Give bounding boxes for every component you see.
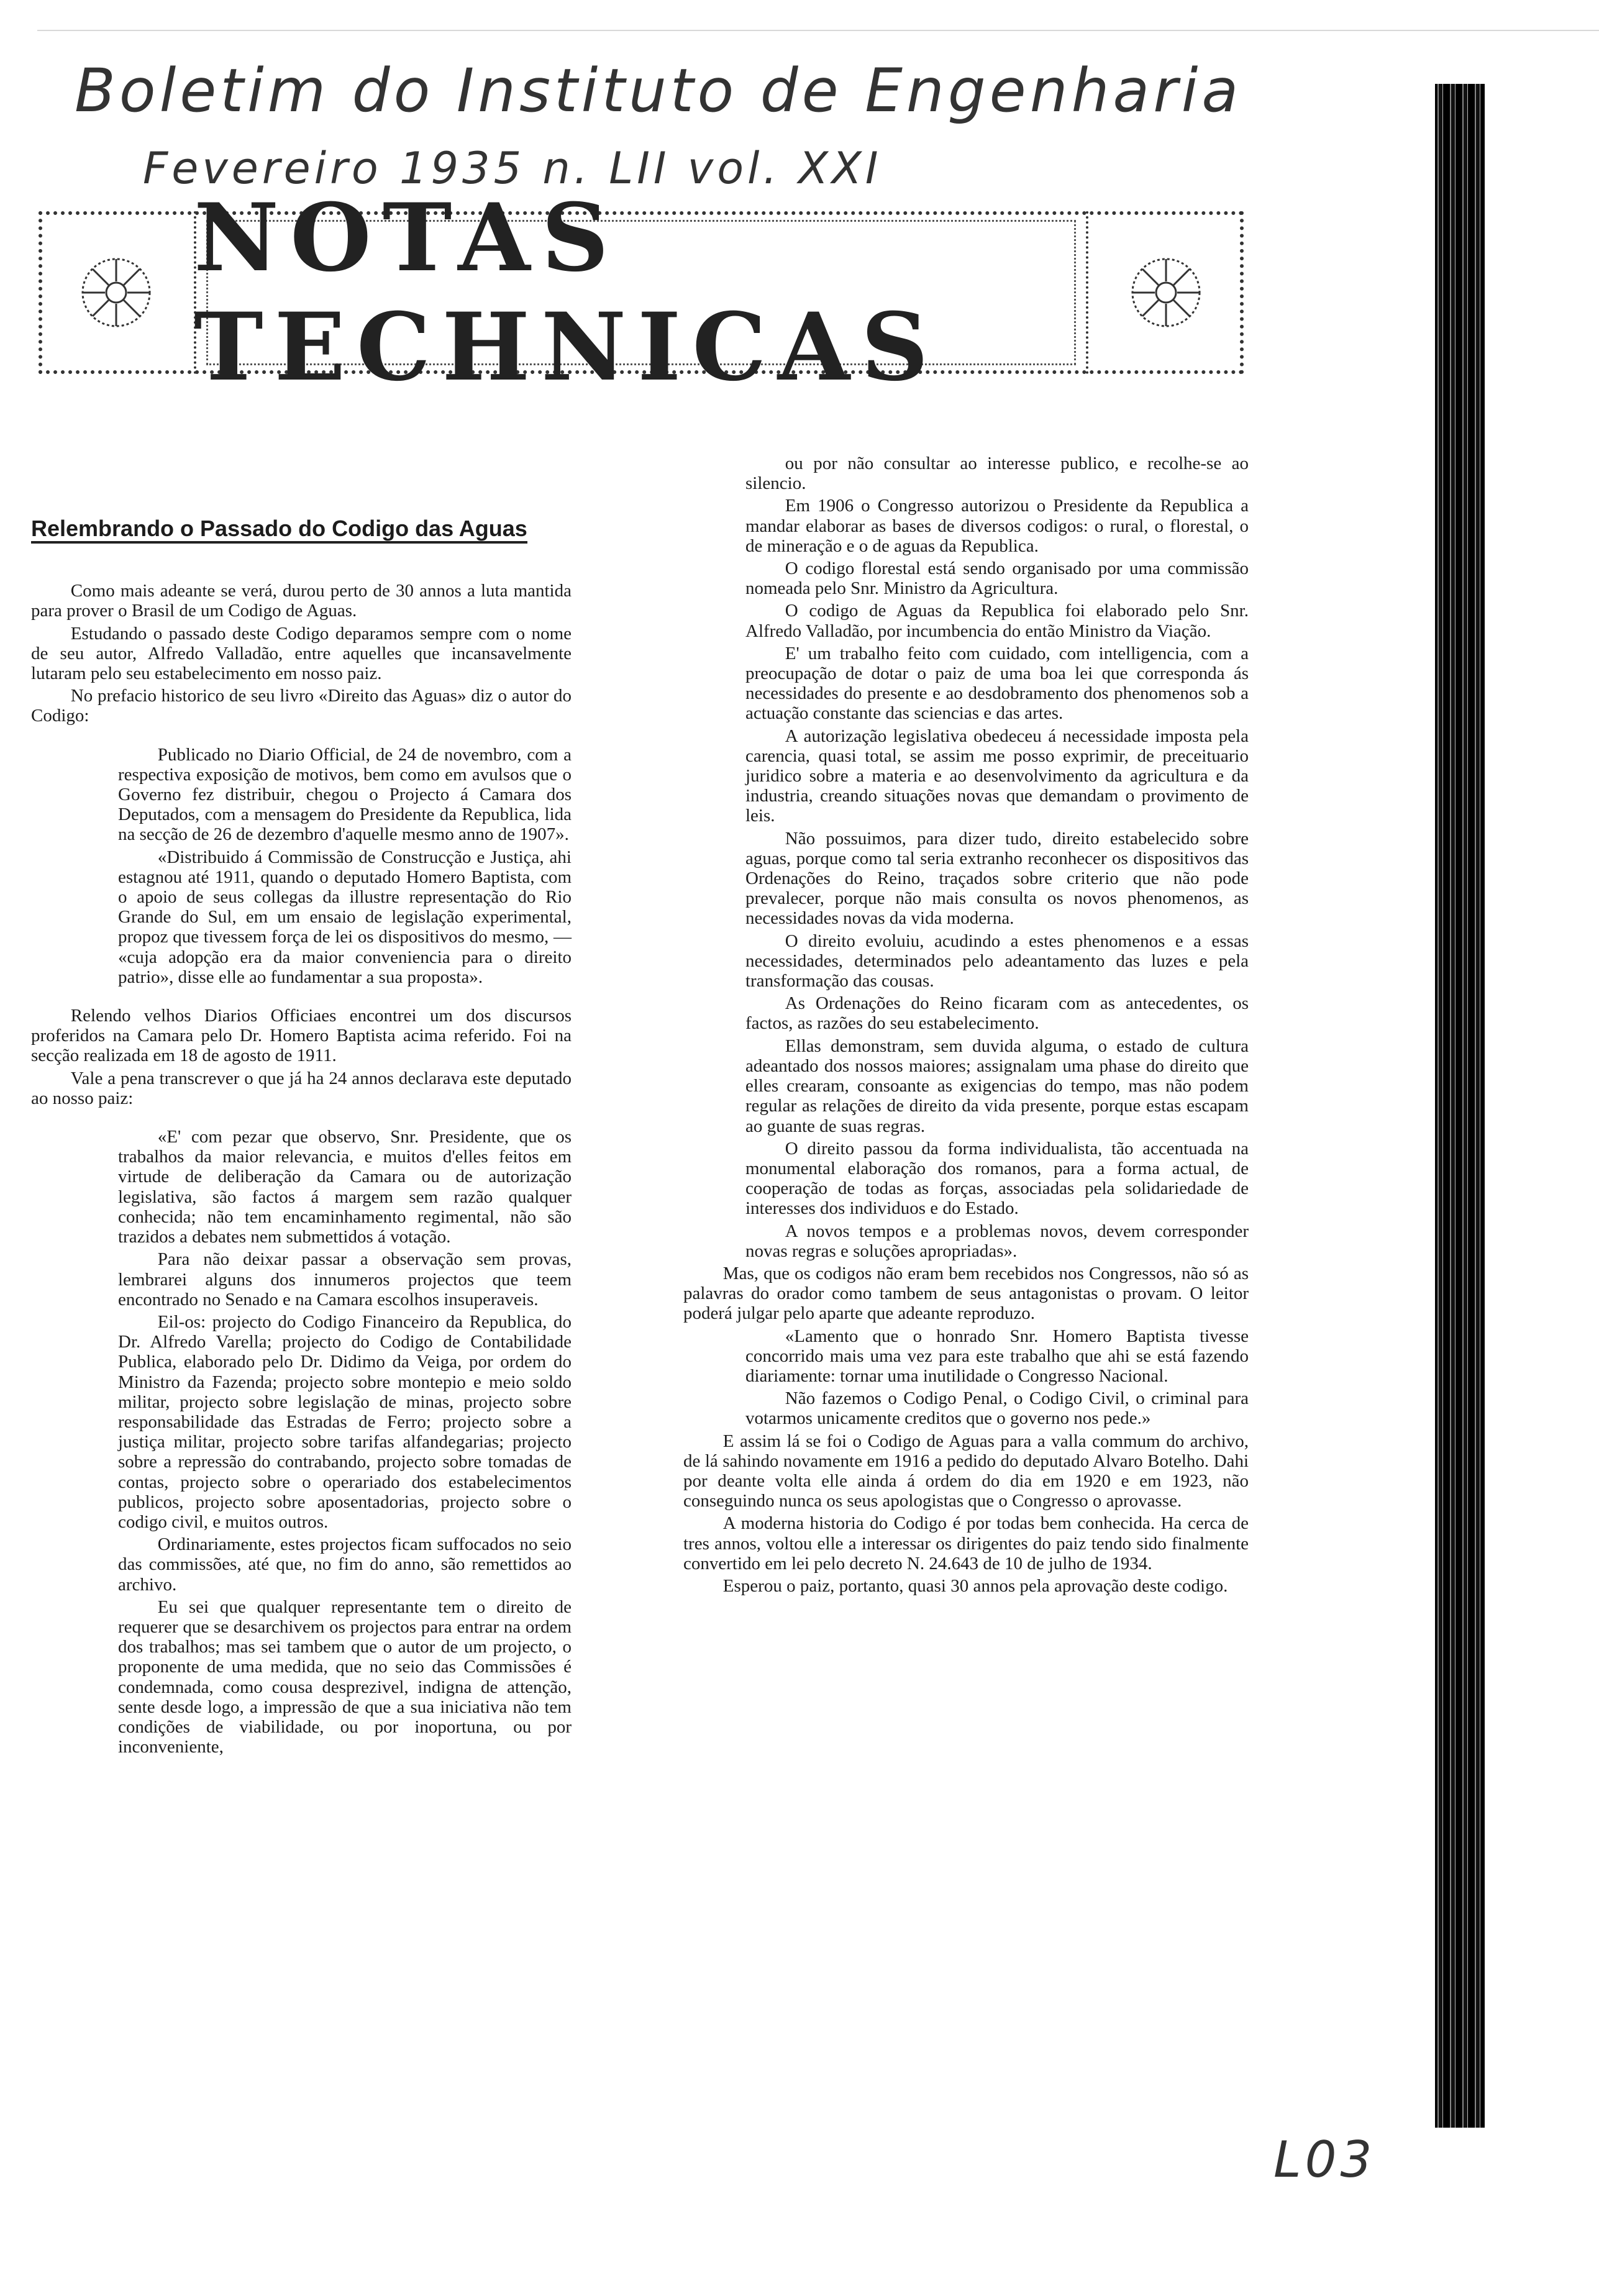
rosette-ornament-icon xyxy=(79,255,153,330)
paragraph: O codigo de Aguas da Republica foi elaborado pelo Snr. Alfredo Valladão, por incumbencia do então Ministro da Viação. xyxy=(745,601,1249,641)
block-quote xyxy=(745,1326,1249,1429)
paragraph: Estudando o passado deste Codigo deparamos sempre com o nome de seu autor, Alfredo Valladão, entre aquelles que incansavelmente lutaram pelo seu estabelecimento em nosso paiz. xyxy=(31,623,572,684)
paragraph: Mas, que os codigos não eram bem recebidos nos Congressos, não só as palavras do orador como tambem de seus antagonistas o provam. O leitor poderá julgar pelo aparte que adeante reproduzo. xyxy=(683,1263,1249,1324)
column-right xyxy=(683,453,1249,1598)
paragraph: E assim lá se foi o Codigo de Aguas para a valla commum do archivo, de lá sahindo novamente em 1916 a pedido do deputado Alvaro Botelho. Dahi por deante volta elle ainda á ordem do dia em 1920 e em 1923, não conseguindo nunca os seus apologistas que o Congresso o aprovasse. xyxy=(683,1431,1249,1511)
paragraph: «E' com pezar que observo, Snr. Presidente, que os trabalhos da maior relevancia, e muitos d'elles feitos em virtude de deliberação da Camara ou de autorização legislativa, são factos á margem sem razão qualquer conhecida; não tem encaminhamento regimental, não são trazidos a debates nem submettidos á votação. xyxy=(118,1127,572,1247)
handwritten-page-number: L03 xyxy=(1273,2131,1376,2189)
scan-border xyxy=(37,30,1599,31)
paragraph: Em 1906 o Congresso autorizou o Presidente da Republica a mandar elaborar as bases de diversos codigos: o rural, o florestal, o de mineração e o de aguas da Republica. xyxy=(745,496,1249,556)
paragraph: No prefacio historico de seu livro «Direito das Aguas» diz o autor do Codigo: xyxy=(31,686,572,726)
paragraph: Ordinariamente, estes projectos ficam suffocados no seio das commissões, até que, no fim do anno, são remettidos ao archivo. xyxy=(118,1534,572,1595)
paragraph: E' um trabalho feito com cuidado, com intelligencia, com a preocupação de dotar o paiz de uma boa lei que corresponda ás necessidades do presente e ao desdobramento dos phenomenos sob a actuação constante das sciencias e das artes. xyxy=(745,643,1249,724)
article-title: Relembrando o Passado do Codigo das Aguas xyxy=(31,519,527,544)
paragraph: Vale a pena transcrever o que já ha 24 annos declarava este deputado ao nosso paiz: xyxy=(31,1068,572,1108)
paragraph: Eu sei que qualquer representante tem o direito de requerer que se desarchivem os projectos para entrar na ordem dos trabalhos; mas sei tambem que o autor de um projecto, o proponente de uma medida, que no seio das Commissões é condemnada, como cousa desprezivel, indigna de attenção, sente desde logo, a impressão de que a sua iniciativa não tem condições de viabilidade, ou por inoportuna, ou por inconveniente, xyxy=(118,1597,572,1757)
paragraph: ou por não consultar ao interesse publico, e recolhe-se ao silencio. xyxy=(745,453,1249,494)
paragraph: A moderna historia do Codigo é por todas bem conhecida. Ha cerca de tres annos, voltou elle a interessar os dirigentes do paiz tendo sido finalmente convertido em lei pelo decreto N. 24.643 de 10 de julho de 1934. xyxy=(683,1513,1249,1574)
paragraph: O direito passou da forma individualista, tão accentuada na monumental elaboração dos romanos, para a forma actual, de cooperação de todas as forças, associadas pela solidariedade de interesses dos individuos e do Estado. xyxy=(745,1138,1249,1219)
paragraph: As Ordenações do Reino ficaram com as antecedentes, os factos, as razões do seu estabelecimento. xyxy=(745,993,1249,1034)
paragraph: «Distribuido á Commissão de Construcção e Justiça, ahi estagnou até 1911, quando o deputado Homero Baptista, com o apoio de seus collegas da illustre representação do Rio Grande do Sul, em um ensaio de legislação experimental, propoz que tivessem força de lei os dispositivos do mesmo, — «cuja adopção era da maior conveniencia para o direito patrio», disse elle ao fundamentar a sua proposta». xyxy=(118,847,572,987)
block-quote xyxy=(745,453,1249,1261)
paragraph: Não possuimos, para dizer tudo, direito estabelecido sobre aguas, porque como tal seria extranho reconhecer os dispositivos das Ordenações do Reino, traçados sobre criterio que não pode prevalecer, porque não mais consulta os novos phenomenos, as necessidades novas da vida moderna. xyxy=(745,828,1249,929)
paragraph: Eil-os: projecto do Codigo Financeiro da Republica, do Dr. Alfredo Varella; projecto do Codigo de Contabilidade Publica, elaborado pelo Dr. Didimo da Veiga, por ordem do Ministro da Fazenda; projecto sobre montepio e meio soldo militar, projecto sobre legislação de minas, projecto sobre responsabilidade das Estradas de Ferro; projecto sobre a justiça militar, projecto sobre tarifas alfandegarias; projecto sobre a repressão do contrabando, projecto sobre tomadas de contas, projecto sobre o operariado dos estabelecimentos publicos, projecto sobre aposentadorias, projecto sobre o codigo civil, e muitos outros. xyxy=(118,1311,572,1532)
paragraph: Para não deixar passar a observação sem provas, lembrarei alguns dos innumeros projectos que teem encontrado no Senado e na Camara escolhos insuperaveis. xyxy=(118,1249,572,1310)
handwritten-issue: Fevereiro 1935 n. LII vol. XXI xyxy=(143,143,882,194)
paragraph: «Lamento que o honrado Snr. Homero Baptista tivesse concorrido mais uma vez para este trabalho que ahi se está fazendo diariamente: tornar uma inutilidade o Congresso Nacional. xyxy=(745,1326,1249,1386)
paragraph: Publicado no Diario Official, de 24 de novembro, com a respectiva exposição de motivos, bem como em avulsos que o Governo fez distribuir, chegou o Projecto á Camara dos Deputados, com a mensagem do Presidente da Republica, lida na secção de 26 de dezembro d'aquelle mesmo anno de 1907». xyxy=(118,744,572,845)
paragraph: A novos tempos e a problemas novos, devem corresponder novas regras e soluções apropriadas». xyxy=(745,1221,1249,1261)
masthead xyxy=(39,183,1244,402)
rosette-ornament-icon xyxy=(1129,255,1203,330)
scan-binding-edge xyxy=(1435,84,1485,2128)
column-left xyxy=(31,516,572,1759)
handwritten-source: Boletim do Instituto de Engenharia xyxy=(75,56,1242,125)
block-quote xyxy=(118,745,572,987)
paragraph: Relendo velhos Diarios Officiaes encontrei um dos discursos proferidos na Camara pelo Dr. Homero Baptista acima referido. Foi na secção realizada em 18 de agosto de 1911. xyxy=(31,1006,572,1066)
paragraph: Ellas demonstram, sem duvida alguma, o estado de cultura adeantado dos nossos maiores; assignalam uma phase do direito que elles crearam, consoante as exigencias do tempo, mas não podem regular as relações de direito da vida presente, porque estas escapam ao guante de suas regras. xyxy=(745,1036,1249,1136)
paragraph: Esperou o paiz, portanto, quasi 30 annos pela aprovação deste codigo. xyxy=(722,1575,1228,1596)
paragraph: Como mais adeante se verá, durou perto de 30 annos a luta mantida para prover o Brasil de um Codigo de Aguas. xyxy=(31,581,572,621)
paragraph: O direito evoluiu, acudindo a estes phenomenos e a essas necessidades, determinados pelo adeantamento das luzes e pela transformação das cousas. xyxy=(745,931,1249,991)
masthead-right-panel xyxy=(1086,211,1244,374)
paragraph: O codigo florestal está sendo organisado por uma commissão nomeada pelo Snr. Ministro da Agricultura. xyxy=(745,558,1249,599)
masthead-left-panel xyxy=(39,211,196,374)
block-quote xyxy=(118,1127,572,1757)
paragraph: A autorização legislativa obedeceu á necessidade imposta pela carencia, quasi total, se assim me posso exprimir, de preceituario juridico sobre a materia e ao desenvolvimento da agricultura e da industria, creando situações novas que demandam o provimento de leis. xyxy=(745,726,1249,826)
masthead-title: NOTAS TECHNICAS xyxy=(194,183,940,402)
paragraph: Não fazemos o Codigo Penal, o Codigo Civil, o criminal para votarmos unicamente creditos que o governo nos pede.» xyxy=(745,1388,1249,1429)
